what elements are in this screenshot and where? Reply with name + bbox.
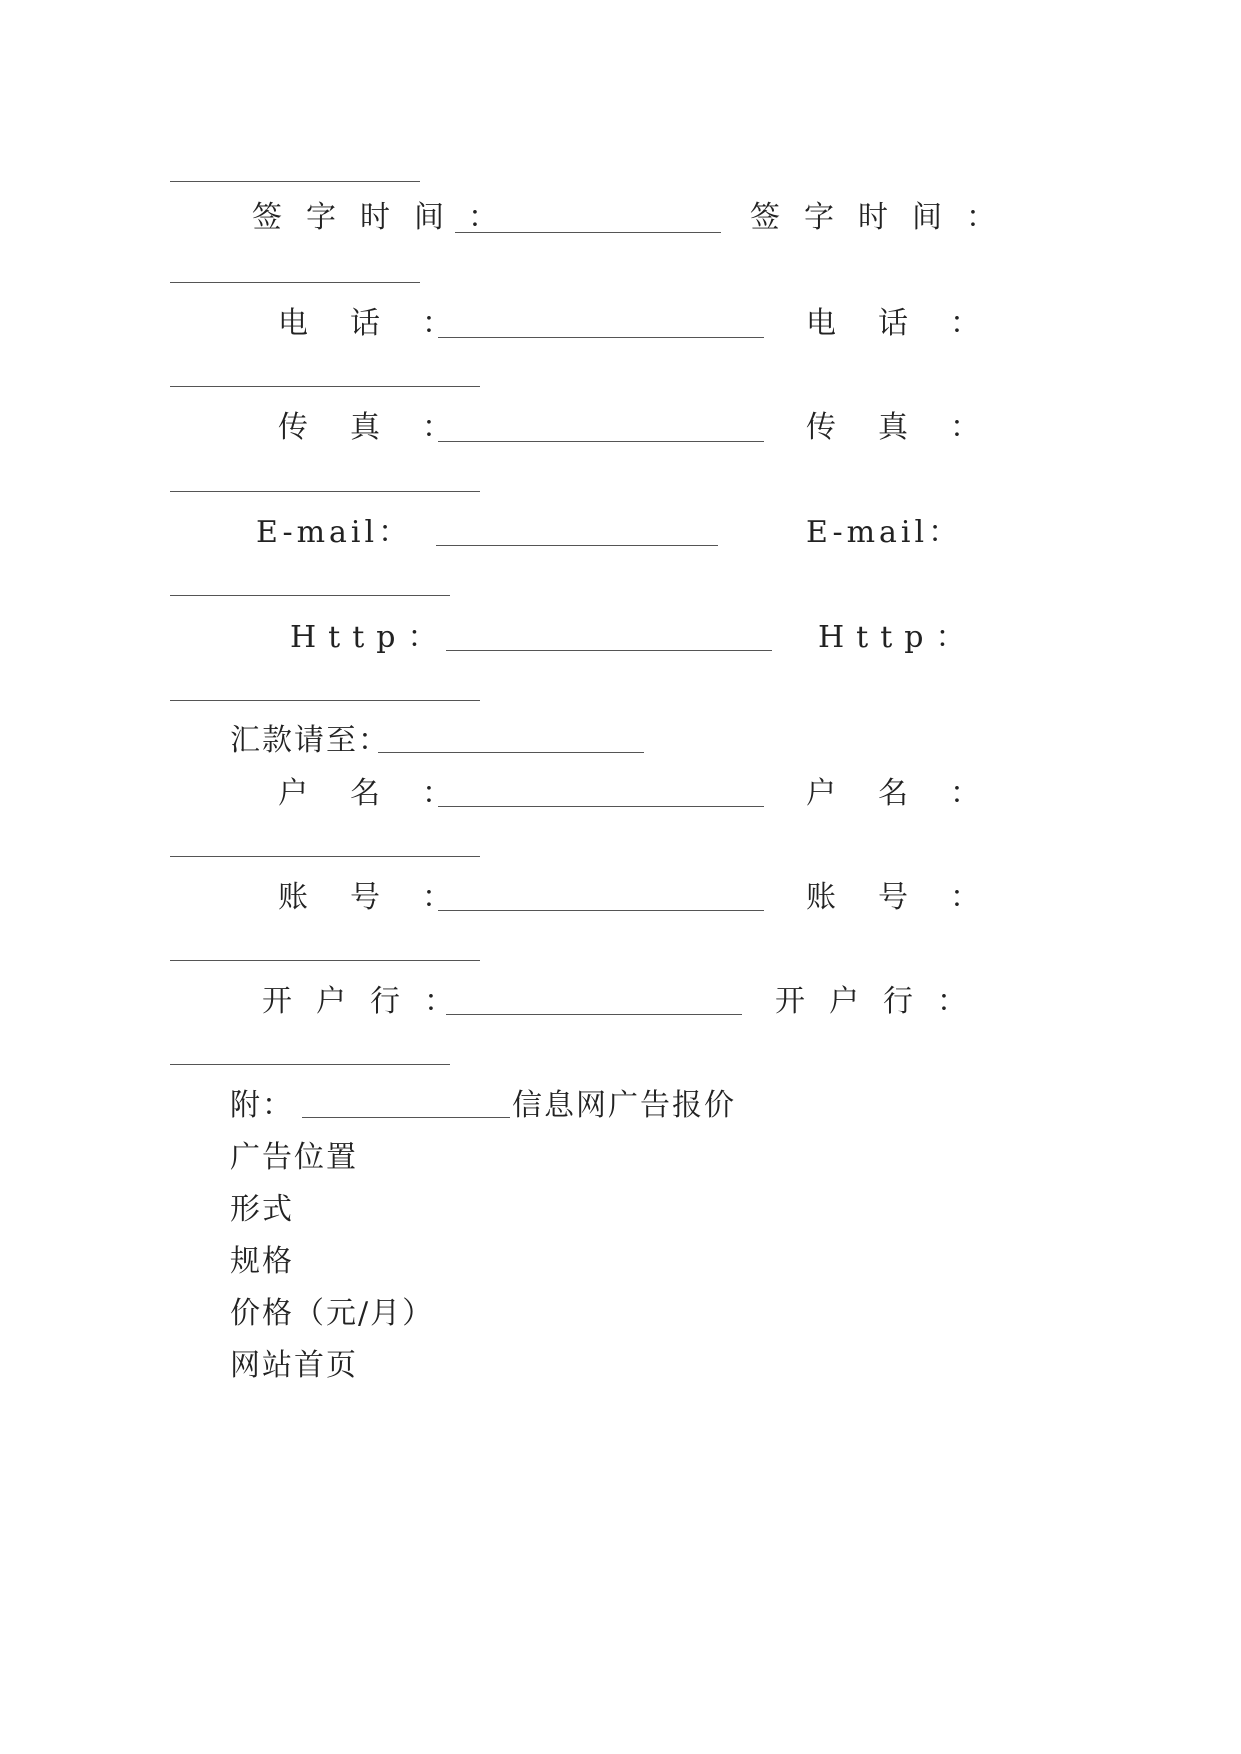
phone-label-left: 电话： bbox=[278, 306, 494, 341]
blank-line bbox=[170, 181, 420, 182]
phone-label-right: 电话： bbox=[806, 306, 1022, 341]
appendix-row-position: 广告位置 bbox=[230, 1140, 358, 1175]
appendix-row-format: 形式 bbox=[230, 1192, 294, 1227]
account-no-blank-left bbox=[438, 910, 764, 911]
appendix-title: 信息网广告报价 bbox=[512, 1088, 736, 1123]
account-name-blank-right bbox=[170, 856, 480, 857]
fax-label-right: 传真： bbox=[806, 410, 1022, 445]
appendix-row-homepage: 网站首页 bbox=[230, 1348, 358, 1383]
account-name-label-right: 户名： bbox=[806, 776, 1022, 811]
http-label-left: Http： bbox=[290, 620, 450, 655]
account-no-label-left: 账号： bbox=[278, 880, 494, 915]
appendix-blank bbox=[302, 1117, 510, 1118]
remit-label: 汇款请至： bbox=[230, 723, 390, 758]
appendix-row-price: 价格（元/月） bbox=[230, 1296, 435, 1331]
appendix-row-size: 规格 bbox=[230, 1244, 294, 1279]
account-name-blank-left bbox=[438, 806, 764, 807]
account-no-label-right: 账号： bbox=[806, 880, 1022, 915]
remit-blank bbox=[378, 752, 644, 753]
phone-blank-left bbox=[438, 337, 764, 338]
bank-blank-right bbox=[170, 1064, 450, 1065]
sign-time-blank-right bbox=[170, 282, 420, 283]
http-blank-right bbox=[170, 700, 480, 701]
fax-blank-left bbox=[438, 441, 764, 442]
bank-blank-left bbox=[446, 1014, 742, 1015]
sign-time-label-right: 签字时间： bbox=[750, 200, 1020, 235]
account-name-label-left: 户名： bbox=[278, 776, 494, 811]
fax-blank-right bbox=[170, 491, 480, 492]
sign-time-label-left: 签字时间： bbox=[252, 200, 522, 235]
email-label-right: E-mail： bbox=[806, 515, 963, 550]
bank-label-left: 开户行： bbox=[262, 984, 478, 1019]
email-blank-right bbox=[170, 595, 450, 596]
sign-time-blank-left bbox=[455, 232, 721, 233]
fax-label-left: 传真： bbox=[278, 410, 494, 445]
bank-label-right: 开户行： bbox=[775, 984, 991, 1019]
phone-blank-right bbox=[170, 386, 480, 387]
email-blank-left bbox=[436, 545, 718, 546]
account-no-blank-right bbox=[170, 960, 480, 961]
http-blank-left bbox=[446, 650, 772, 651]
email-label-left: E-mail： bbox=[256, 515, 413, 550]
http-label-right: Http： bbox=[818, 620, 978, 655]
appendix-prefix: 附： bbox=[230, 1088, 294, 1123]
